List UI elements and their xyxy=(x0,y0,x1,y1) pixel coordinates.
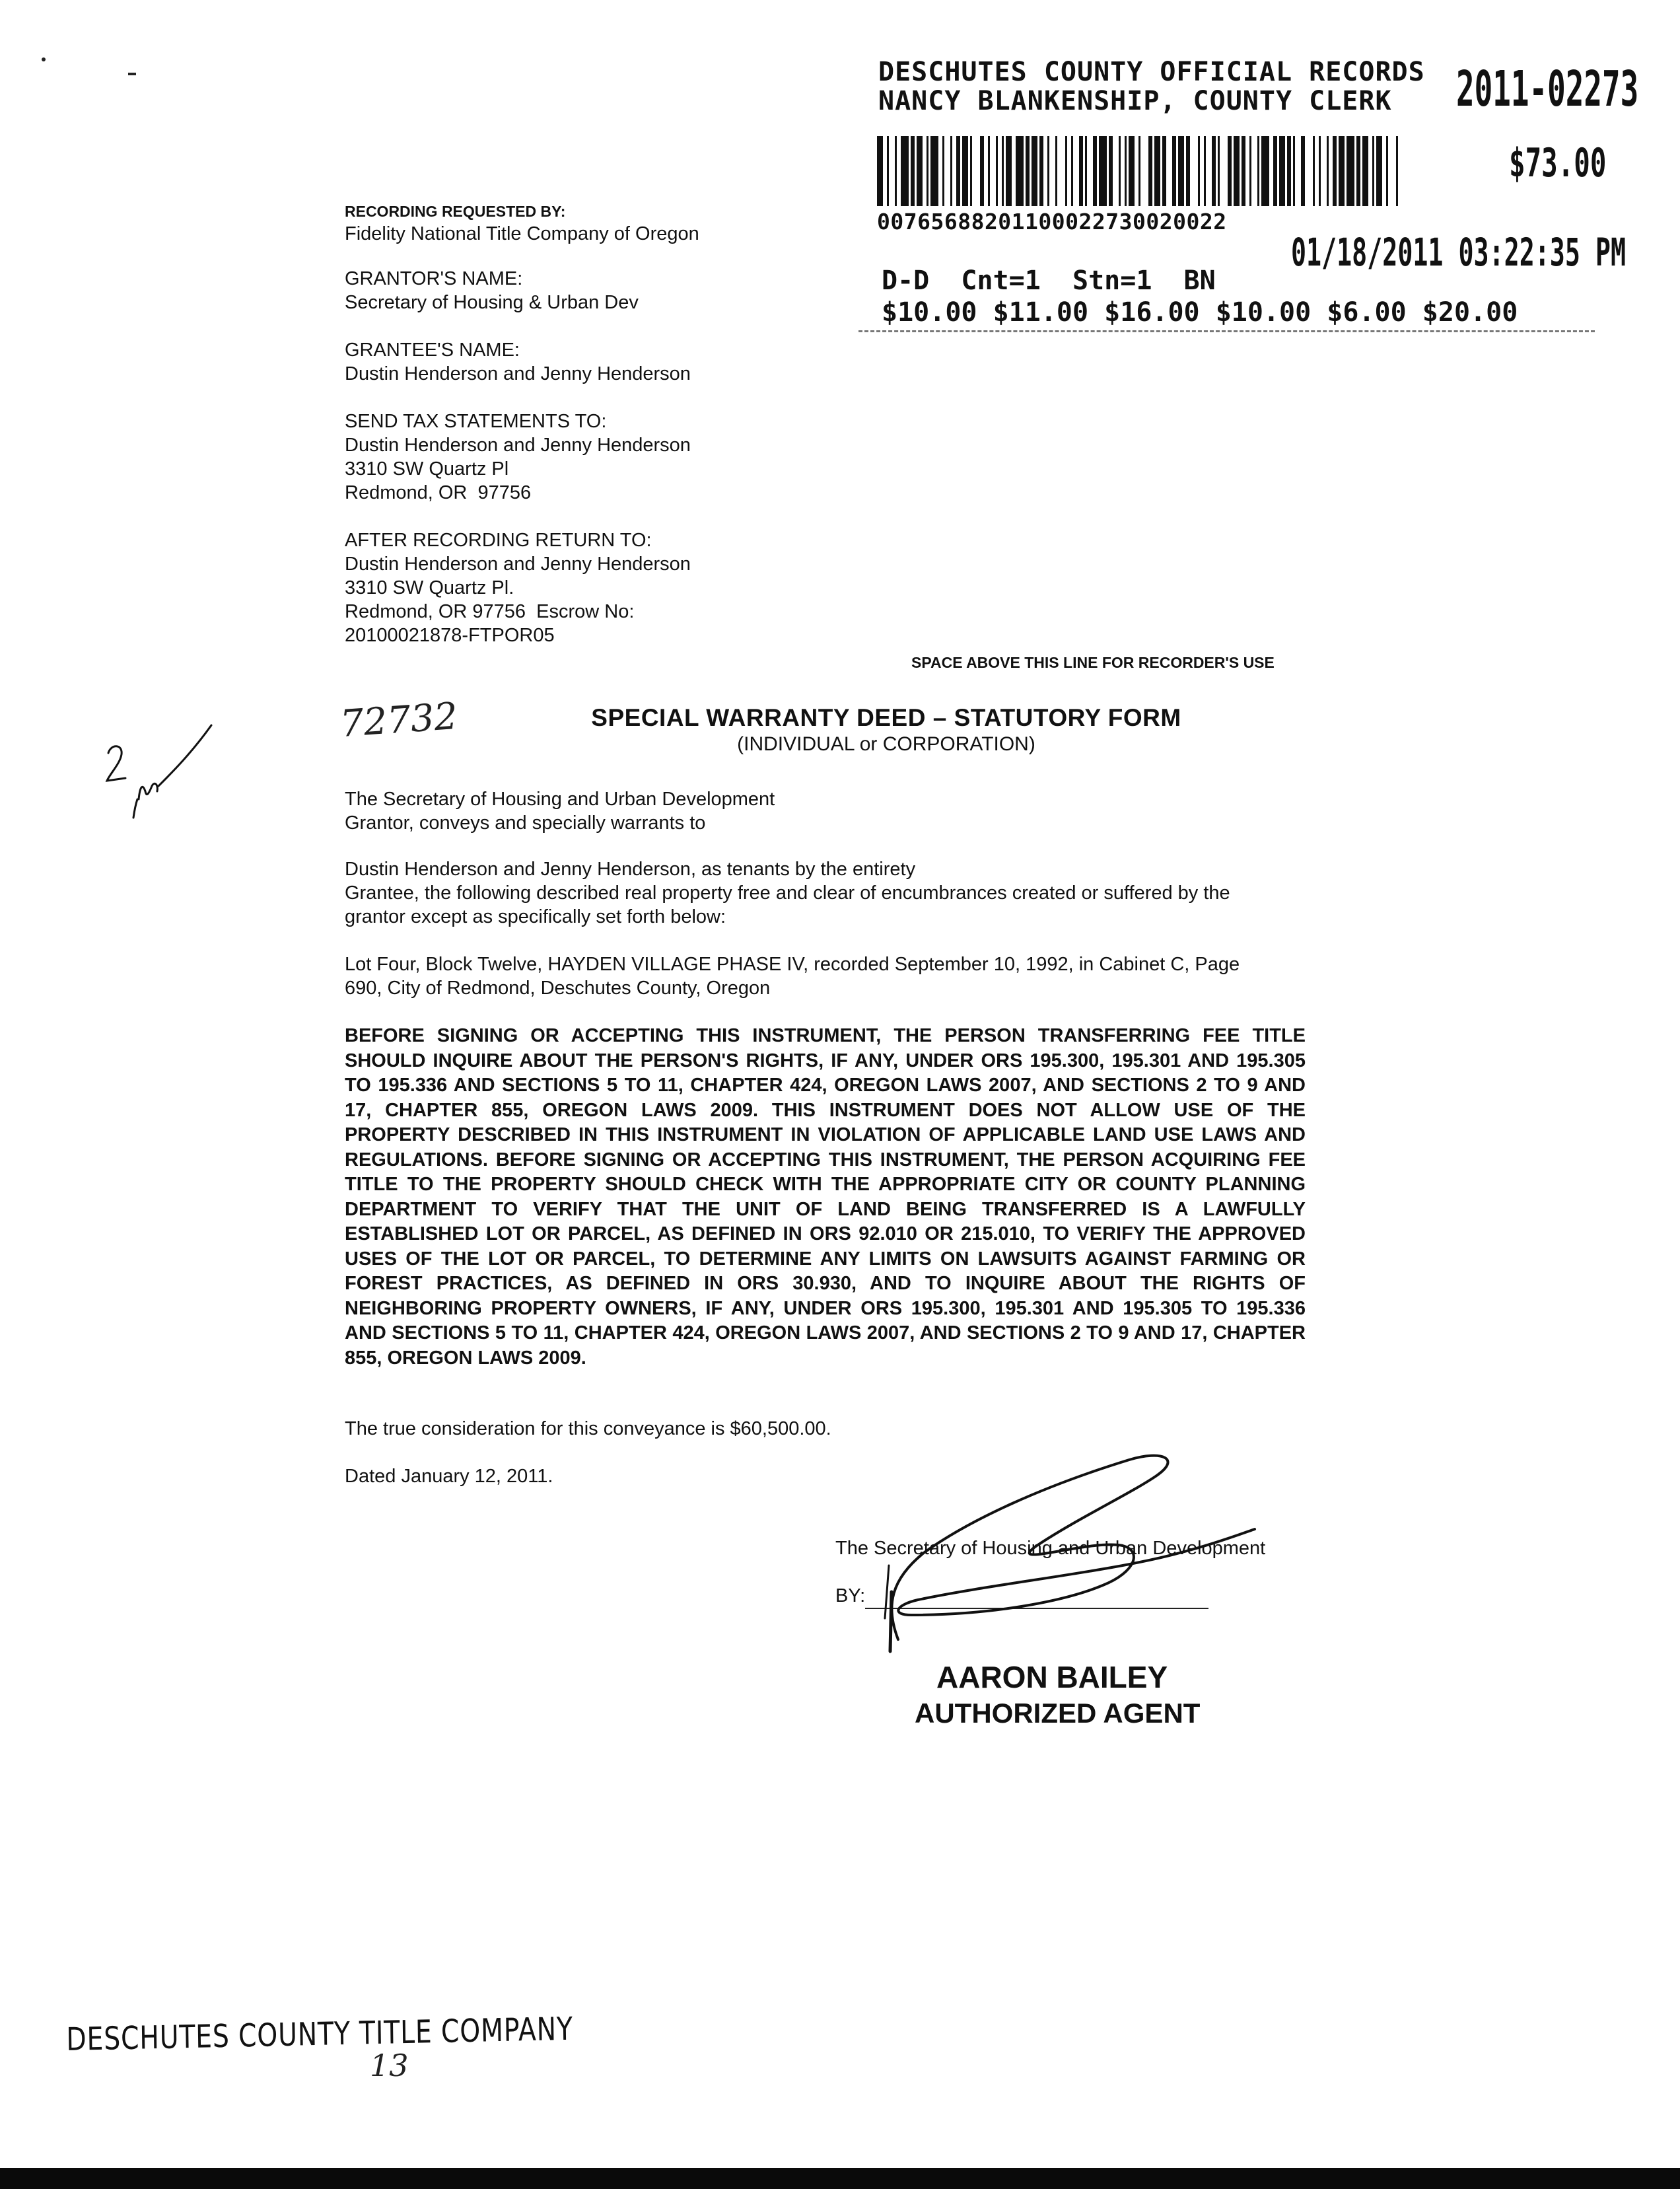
tax-address-line: Redmond, OR 97756 xyxy=(345,482,532,503)
recorder-office-name: DESCHUTES COUNTY OFFICIAL RECORDS xyxy=(878,57,1425,87)
grantee-para-line: Grantee, the following described real property free and clear of encumbrances created or suffered by the xyxy=(345,882,1230,904)
statutory-warning: BEFORE SIGNING OR ACCEPTING THIS INSTRUMENT, THE PERSON TRANSFERRING FEE TITLE SHOULD INQUIRE ABOUT THE PERSON'S RIGHTS, IF ANY, UNDER ORS 195.300, 195.301 AND 195.305 TO 195.336 AND SECTIONS 5 TO 11, CHAPTER 424, OREGON LAWS 2007, AND SECTIONS 2 TO 9 AND 17, CHAPTER 855, OREGON LAWS 2009. THIS INSTRUMENT DOES NOT ALLOW USE OF THE PROPERTY DESCRIBED IN THIS INSTRUMENT IN VIOLATION OF APPLICABLE LAND USE LAWS AND REGULATIONS. BEFORE SIGNING OR ACCEPTING THIS INSTRUMENT, THE PERSON ACQUIRING FEE TITLE TO THE PROPERTY SHOULD CHECK WITH THE APPROPRIATE CITY OR COUNTY PLANNING DEPARTMENT TO VERIFY THAT THE UNIT OF LAND BEING TRANSFERRED IS A LAWFULLY ESTABLISHED LOT OR PARCEL, AS DEFINED IN ORS 92.010 OR 215.010, TO VERIFY THE APPROVED USES OF THE LOT OR PARCEL, TO DETERMINE ANY LIMITS ON LAWSUITS AGAINST FARMING OR FOREST PRACTICES, AS DEFINED IN ORS 30.930, AND TO INQUIRE ABOUT THE RIGHTS OF NEIGHBORING PROPERTY OWNERS, IF ANY, UNDER ORS 195.300, 195.301 AND 195.305 TO 195.336 AND SECTIONS 5 TO 11, CHAPTER 424, OREGON LAWS 2007, AND SECTIONS 2 TO 9 AND 17, CHAPTER 855, OREGON LAWS 2009. xyxy=(345,1025,1306,1369)
recording-requested-value: Fidelity National Title Company of Oregon xyxy=(345,223,699,244)
legal-description xyxy=(345,952,1309,1000)
fee-breakdown: $10.00 $11.00 $16.00 $10.00 $6.00 $20.00 xyxy=(882,297,1518,328)
deed-title xyxy=(0,704,1680,732)
deed-subtitle-text: (INDIVIDUAL or CORPORATION) xyxy=(737,733,1035,755)
county-clerk-name: NANCY BLANKENSHIP, COUNTY CLERK xyxy=(878,86,1392,116)
return-to-address xyxy=(345,552,691,647)
tax-statements-label: SEND TAX STATEMENTS TO: xyxy=(345,411,607,432)
recording-codes: D-D Cnt=1 Stn=1 BN xyxy=(882,266,1216,296)
return-address-line: Dustin Henderson and Jenny Henderson xyxy=(345,554,691,575)
legal-description-line: 690, City of Redmond, Deschutes County, Oregon xyxy=(345,978,771,999)
recorder-use-note: SPACE ABOVE THIS LINE FOR RECORDER'S USE xyxy=(911,654,1275,671)
grantor-label: GRANTOR'S NAME: xyxy=(345,268,523,289)
grantee-para-line: Dustin Henderson and Jenny Henderson, as tenants by the entirety xyxy=(345,859,916,880)
handwritten-order-number: 72732 xyxy=(338,694,460,746)
stamp-underline xyxy=(858,330,1595,332)
grantor-para-line: Grantor, conveys and specially warrants to xyxy=(345,812,706,834)
grantor-paragraph xyxy=(345,787,1309,835)
escrow-number: 20100021878-FTPOR05 xyxy=(345,625,555,646)
grantee-paragraph xyxy=(345,857,1309,929)
tax-address-line: 3310 SW Quartz Pl xyxy=(345,458,509,480)
signatory-name: AARON BAILEY xyxy=(936,1660,1168,1694)
grantor-value: Secretary of Housing & Urban Dev xyxy=(345,292,639,313)
tax-statements-address xyxy=(345,433,691,505)
signing-entity: The Secretary of Housing and Urban Development xyxy=(835,1538,1266,1559)
return-address-line: Redmond, OR 97756 Escrow No: xyxy=(345,601,635,622)
tax-address-line: Dustin Henderson and Jenny Henderson xyxy=(345,435,691,456)
grantor-para-line: The Secretary of Housing and Urban Development xyxy=(345,789,775,810)
recording-requested-label: RECORDING REQUESTED BY: xyxy=(345,203,566,220)
recorded-datetime: 01/18/2011 03:22:35 PM xyxy=(1291,230,1627,275)
by-label: BY: xyxy=(835,1585,866,1606)
scan-bottom-edge xyxy=(0,2168,1680,2189)
title-company-stamp: DESCHUTES COUNTY TITLE COMPANY xyxy=(66,2010,574,2058)
deed-title-text: SPECIAL WARRANTY DEED – STATUTORY FORM xyxy=(591,704,1181,731)
total-fee: $73.00 xyxy=(1509,140,1607,186)
return-address-line: 3310 SW Quartz Pl. xyxy=(345,577,514,598)
signatory-title: AUTHORIZED AGENT xyxy=(915,1698,1201,1729)
grantee-para-line: grantor except as specifically set forth below: xyxy=(345,906,726,927)
legal-description-line: Lot Four, Block Twelve, HAYDEN VILLAGE PHASE IV, recorded September 10, 1992, in Cabinet C, Page xyxy=(345,954,1240,975)
deed-subtitle xyxy=(0,733,1680,756)
scan-specks xyxy=(0,0,172,92)
grantee-label: GRANTEE'S NAME: xyxy=(345,340,520,361)
dated-line: Dated January 12, 2011. xyxy=(345,1466,553,1487)
grantee-value: Dustin Henderson and Jenny Henderson xyxy=(345,363,691,384)
handwritten-signature xyxy=(872,1447,1268,1671)
return-to-label: AFTER RECORDING RETURN TO: xyxy=(345,530,652,551)
handwritten-mark: 13 xyxy=(370,2048,409,2083)
recording-barcode xyxy=(877,136,1400,206)
document-number: 2011-02273 xyxy=(1456,61,1639,118)
consideration-statement: The true consideration for this conveyance is $60,500.00. xyxy=(345,1418,831,1439)
margin-annotation xyxy=(99,720,225,826)
barcode-number: 00765688201100022730020022 xyxy=(877,209,1227,234)
